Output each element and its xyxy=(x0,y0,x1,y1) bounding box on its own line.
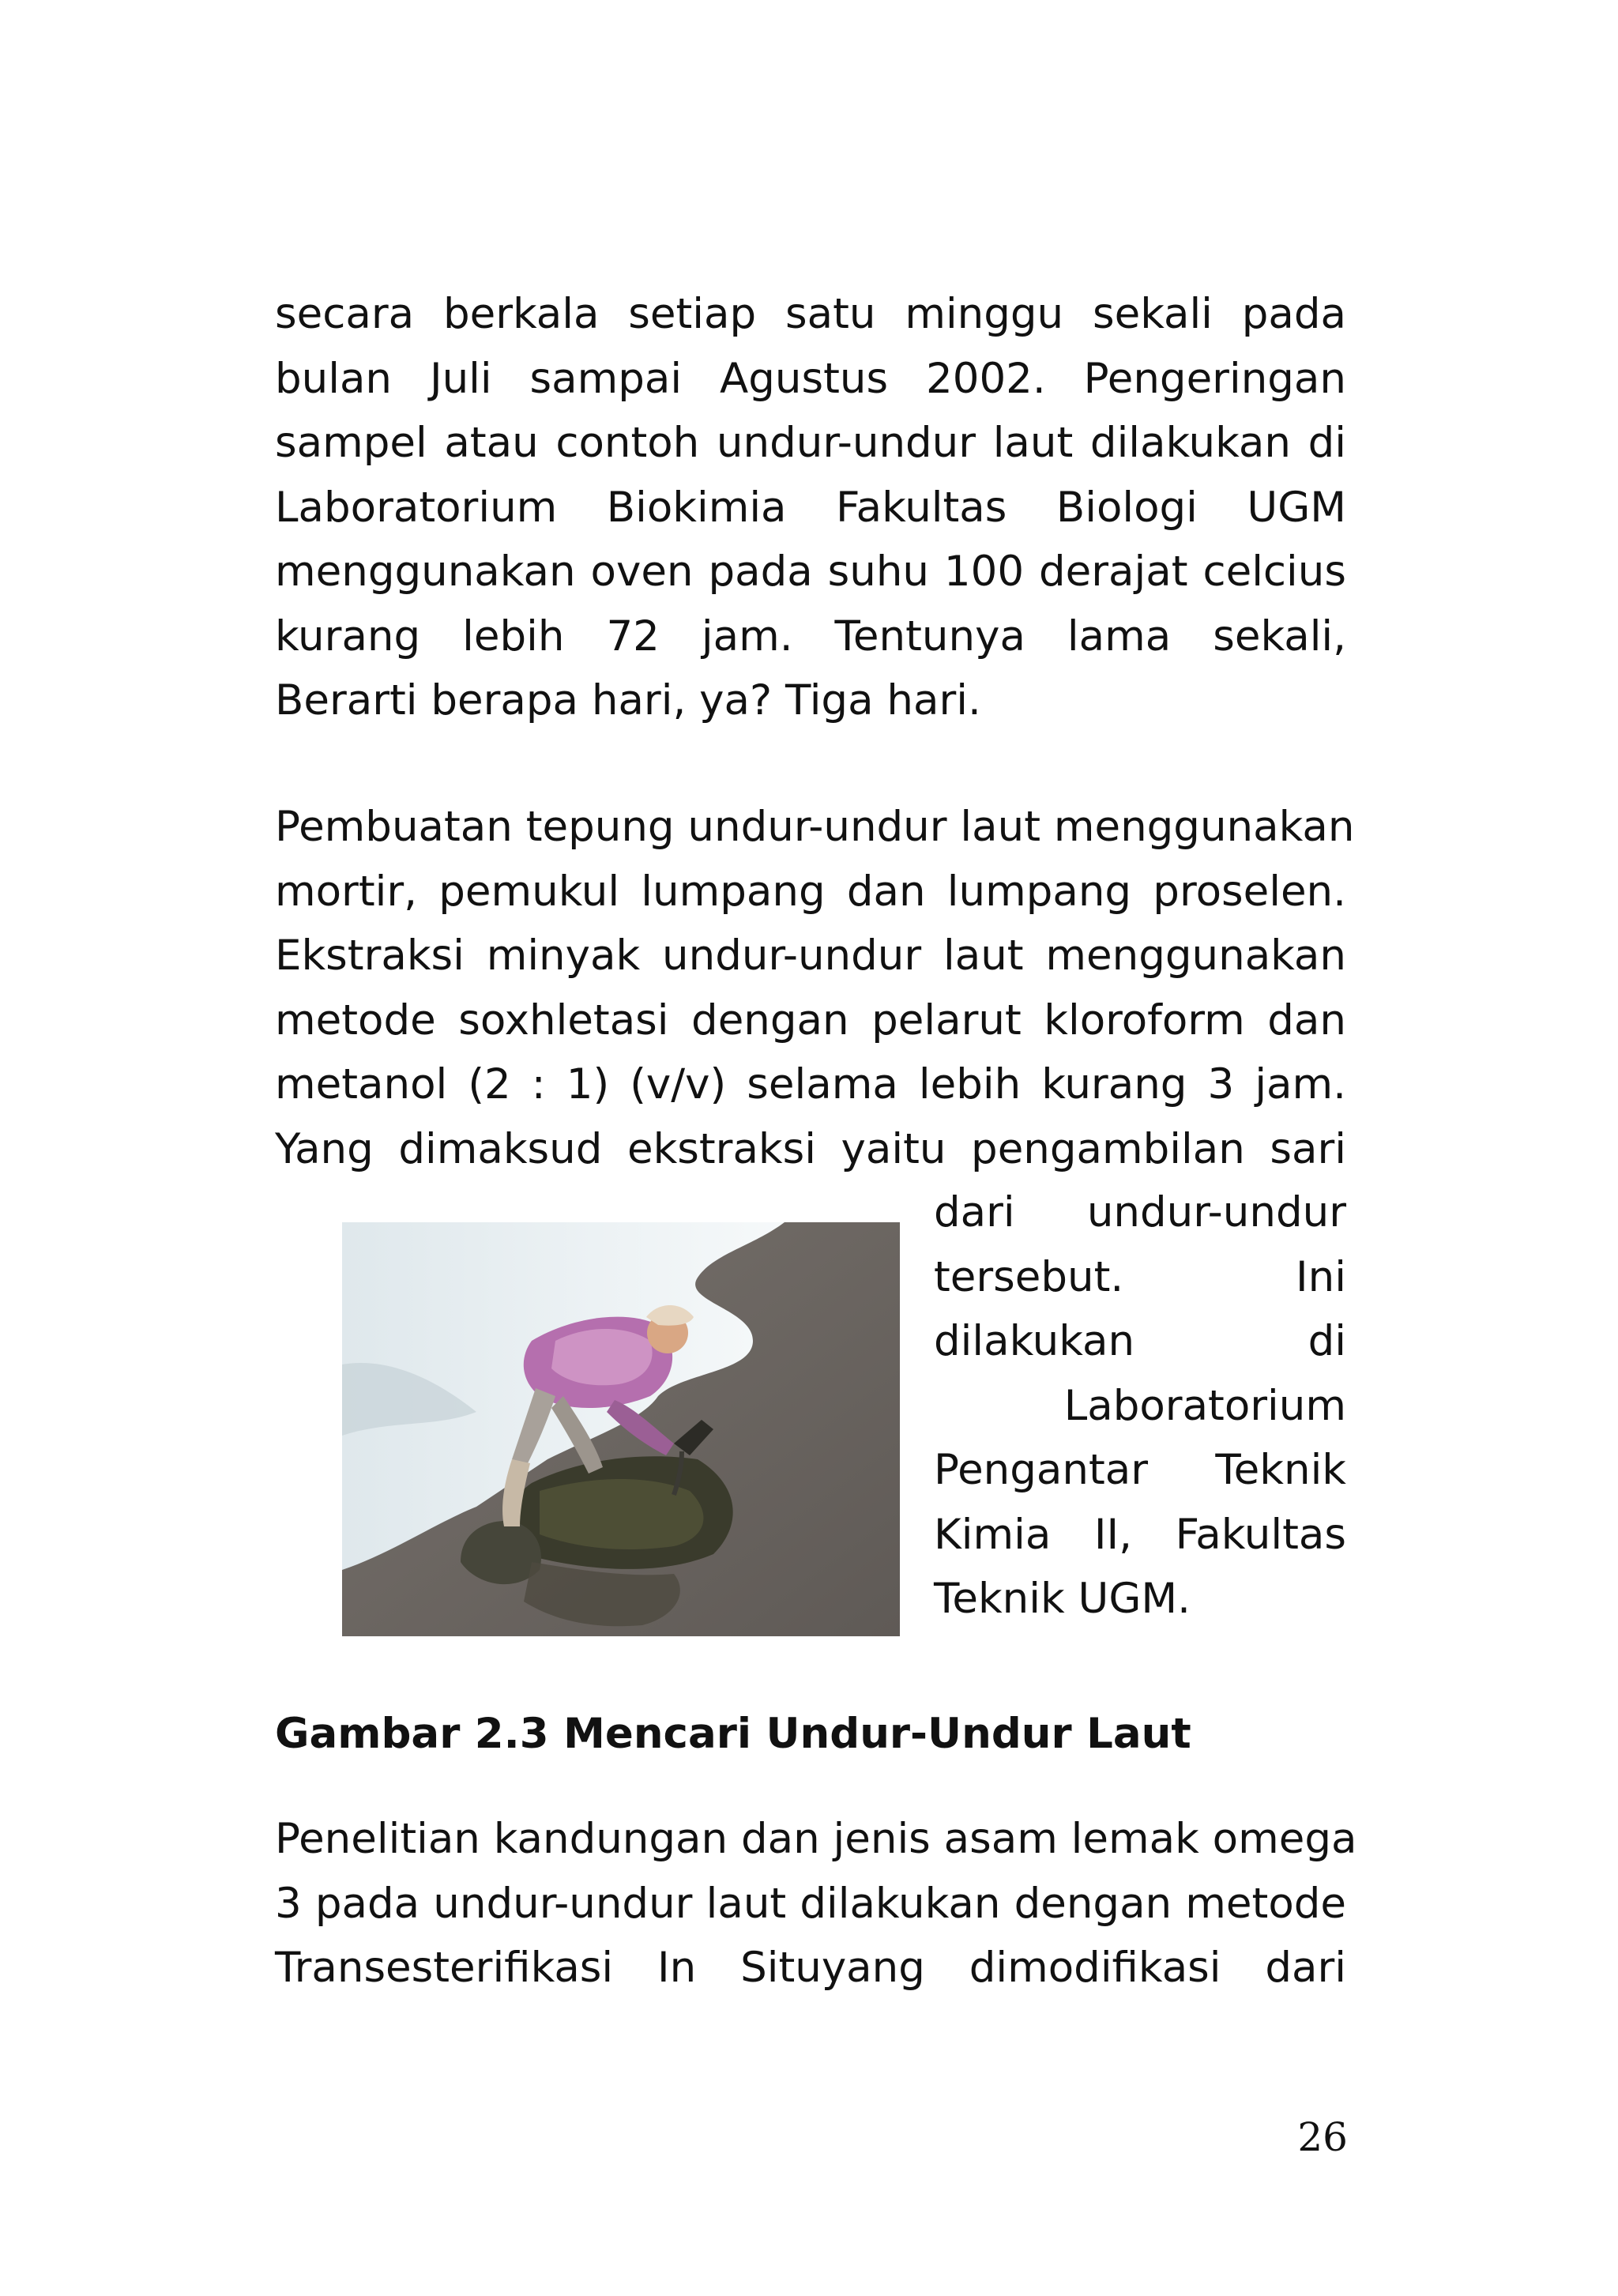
paragraph-2 xyxy=(275,795,1355,1181)
paragraph-line: Pembuatan tepung undur-undur laut menggunakan xyxy=(275,803,1355,851)
paragraph-line: dari undur-undur xyxy=(934,1188,1346,1236)
paragraph-line: mortir, pemukul lumpang dan lumpang proselen. xyxy=(275,867,1346,916)
figure-caption: Gambar 2.3 Mencari Undur-Undur Laut xyxy=(275,1710,1191,1758)
paragraph-line: 3 pada undur-undur laut dilakukan dengan metode xyxy=(275,1879,1346,1928)
paragraph-line: metode soxhletasi dengan pelarut kloroform dan xyxy=(275,996,1346,1044)
paragraph-line: sampel atau contoh undur-undur laut dilakukan di xyxy=(275,419,1346,467)
beach-photo-drawing xyxy=(342,1222,900,1636)
paragraph-3 xyxy=(275,1807,1357,2001)
paragraph-2-side-text xyxy=(934,1180,1346,1632)
paragraph-line: metanol (2 : 1) (v/v) selama lebih kurang 3 jam. xyxy=(275,1060,1346,1108)
paragraph-line: Pengantar Teknik xyxy=(934,1446,1346,1494)
page-number: 26 xyxy=(1297,2114,1348,2160)
paragraph-line: Laboratorium Biokimia Fakultas Biologi UGM xyxy=(275,483,1346,532)
paragraph-line: dilakukan di xyxy=(934,1317,1346,1365)
paragraph-line: Penelitian kandungan dan jenis asam lemak omega xyxy=(275,1815,1357,1863)
paragraph-line: kurang lebih 72 jam. Tentunya lama sekali, xyxy=(275,612,1346,661)
paragraph-line: Berarti berapa hari, ya? Tiga hari. xyxy=(275,676,981,725)
paragraph-line: Teknik UGM. xyxy=(934,1575,1191,1623)
paragraph-line: Kimia II, Fakultas xyxy=(934,1510,1346,1559)
paragraph-line: bulan Juli sampai Agustus 2002. Pengeringan xyxy=(275,354,1346,403)
beach-photo xyxy=(342,1222,900,1636)
paragraph-line: menggunakan oven pada suhu 100 derajat celcius xyxy=(275,548,1346,596)
paragraph-line: Ekstraksi minyak undur-undur laut menggunakan xyxy=(275,932,1346,980)
paragraph-line: secara berkala setiap satu minggu sekali pada xyxy=(275,290,1346,338)
paragraph-1 xyxy=(275,282,1346,733)
paragraph-line: tersebut. Ini xyxy=(934,1252,1346,1301)
paragraph-line: Laboratorium xyxy=(1063,1381,1346,1430)
paragraph-line: Transesterifikasi In Situyang dimodifikasi dari xyxy=(275,1944,1346,1992)
paragraph-line: Yang dimaksud ekstraksi yaitu pengambilan sari xyxy=(275,1124,1346,1173)
